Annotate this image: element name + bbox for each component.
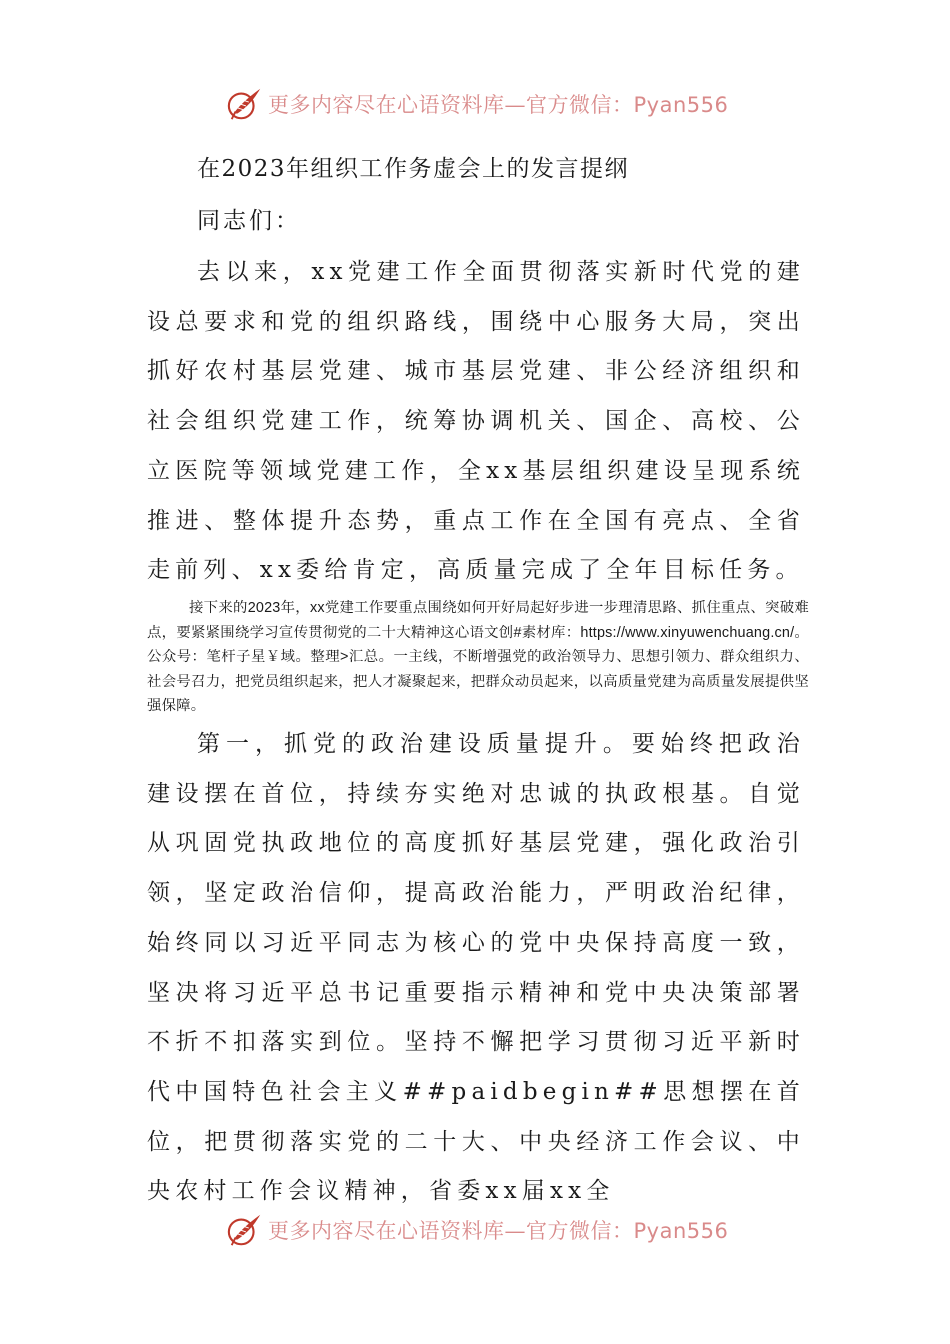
quill-pen-logo-icon <box>226 1211 264 1249</box>
paragraph-2: 接下来的2023年，xx党建工作要重点围绕如何开好局起好步进一步理清思路、抓住重点、突破难点，要紧紧围绕学习宣传贯彻党的二十大精神这心语文创#素材库：https://www.xinyuwenchuang.cn/。公众号：笔杆子星￥域。整理>汇总。一主线，不断增强党的政治领导力、思想引领力、群众组织力、社会号召力，把党员组织起来，把人才凝聚起来，把群众动员起来，以高质量党建为高质量发展提供坚强保障。 <box>147 600 809 715</box>
footer-banner-label: 更多内容尽在心语资料库—官方微信： <box>268 1219 634 1243</box>
paragraph-3: 第一，抓党的政治建设质量提升。要始终把政治建设摆在首位，持续夯实绝对忠诚的执政根基。自觉从巩固党执政地位的高度抓好基层党建，强化政治引领，坚定政治信仰，提高政治能力，严明政治纪律，始终同以习近平同志为核心的党中央保持高度一致，坚决将习近平总书记重要指示精神和党中央决策部署不折不扣落实到位。坚持不懈把学习贯彻习近平新时代中国特色社会主义##paidbegin##思想摆在首位，把贯彻落实党的二十大、中央经济工作会议、中央农村工作会议精神，省委xx届xx全 <box>147 731 805 1205</box>
header-banner <box>226 84 728 124</box>
footer-banner-text <box>268 1215 728 1245</box>
footer-wechat-id: Pyan556 <box>633 1219 729 1243</box>
greeting: 同志们： <box>197 208 301 234</box>
header-wechat-id: Pyan556 <box>633 93 729 117</box>
footer-banner <box>226 1210 728 1250</box>
header-banner-label: 更多内容尽在心语资料库—官方微信： <box>268 93 634 117</box>
paragraph-1: 去以来，xx党建工作全面贯彻落实新时代党的建设总要求和党的组织路线，围绕中心服务大局，突出抓好农村基层党建、城市基层党建、非公经济组织和社会组织党建工作，统筹协调机关、国企、高校、公立医院等领域党建工作，全xx基层组织建设呈现系统推进、整体提升态势，重点工作在全国有亮点、全省走前列、xx委给肯定，高质量完成了全年目标任务。 <box>147 259 805 584</box>
document-title: 在2023年组织工作务虚会上的发言提纲 <box>197 156 630 182</box>
quill-pen-logo-icon <box>226 85 264 123</box>
header-banner-text <box>268 89 728 119</box>
